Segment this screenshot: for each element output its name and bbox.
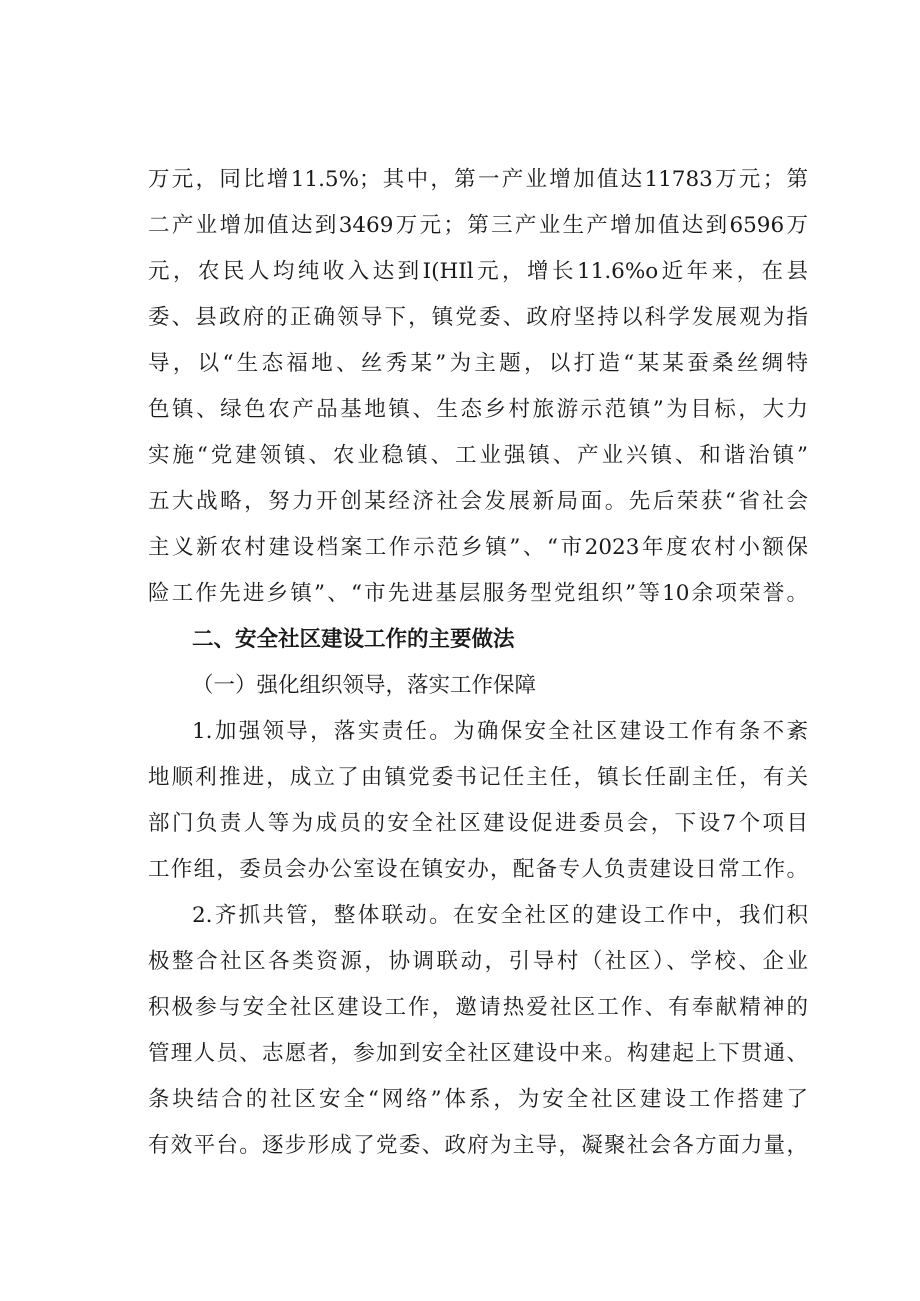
body-line: 极整合社区各类资源，协调联动，引导村（社区）、学校、企业 (148, 949, 808, 974)
body-line: 条块结合的社区安全“网络”体系，为安全社区建设工作搭建了 (148, 1087, 808, 1112)
body-line: 地顺利推进，成立了由镇党委书记任主任，镇长任副主任，有关 (148, 765, 808, 790)
body-line: 主义新农村建设档案工作示范乡镇”、“市2023年度农村小额保 (148, 535, 808, 560)
body-line: 有效平台。逐步形成了党委、政府为主导，凝聚社会各方面力量， (148, 1133, 808, 1158)
body-line: 险工作先进乡镇”、“市先进基层服务型党组织”等10余项荣誉。 (148, 581, 808, 606)
body-line: 委、县政府的正确领导下，镇党委、政府坚持以科学发展观为指 (148, 305, 808, 330)
body-line: 积极参与安全社区建设工作，邀请热爱社区工作、有奉献精神的 (148, 995, 808, 1020)
body-line: 万元，同比增11.5%；其中，第一产业增加值达11783万元；第 (148, 167, 808, 192)
body-line: 导，以“生态福地、丝秀某”为主题，以打造“某某蚕桑丝绸特 (148, 351, 808, 376)
body-line: 二产业增加值达到3469万元；第三产业生产增加值达到6596万 (148, 213, 808, 238)
body-line: 工作组，委员会办公室设在镇安办，配备专人负责建设日常工作。 (148, 857, 808, 882)
body-line: 色镇、绿色农产品基地镇、生态乡村旅游示范镇”为目标，大力 (148, 397, 808, 422)
paragraph-first-line: 1.加强领导，落实责任。为确保安全社区建设工作有条不紊 (192, 719, 808, 744)
body-line: 元，农民人均纯收入达到I(HIl元，增长11.6%o近年来，在县 (148, 259, 808, 284)
body-line: 部门负责人等为成员的安全社区建设促进委员会，下设7个项目 (148, 811, 808, 836)
body-line: 实施“党建领镇、农业稳镇、工业强镇、产业兴镇、和谐治镇” (148, 443, 808, 468)
body-line: 管理人员、志愿者，参加到安全社区建设中来。构建起上下贯通、 (148, 1041, 808, 1066)
document-body (148, 163, 808, 1175)
subsection-heading: （一）强化组织领导，落实工作保障 (192, 673, 537, 698)
body-line: 五大战略，努力开创某经济社会发展新局面。先后荣获“省社会 (148, 489, 808, 514)
paragraph-first-line: 2.齐抓共管，整体联动。在安全社区的建设工作中，我们积 (192, 903, 808, 928)
section-heading: 二、安全社区建设工作的主要做法 (192, 627, 515, 652)
